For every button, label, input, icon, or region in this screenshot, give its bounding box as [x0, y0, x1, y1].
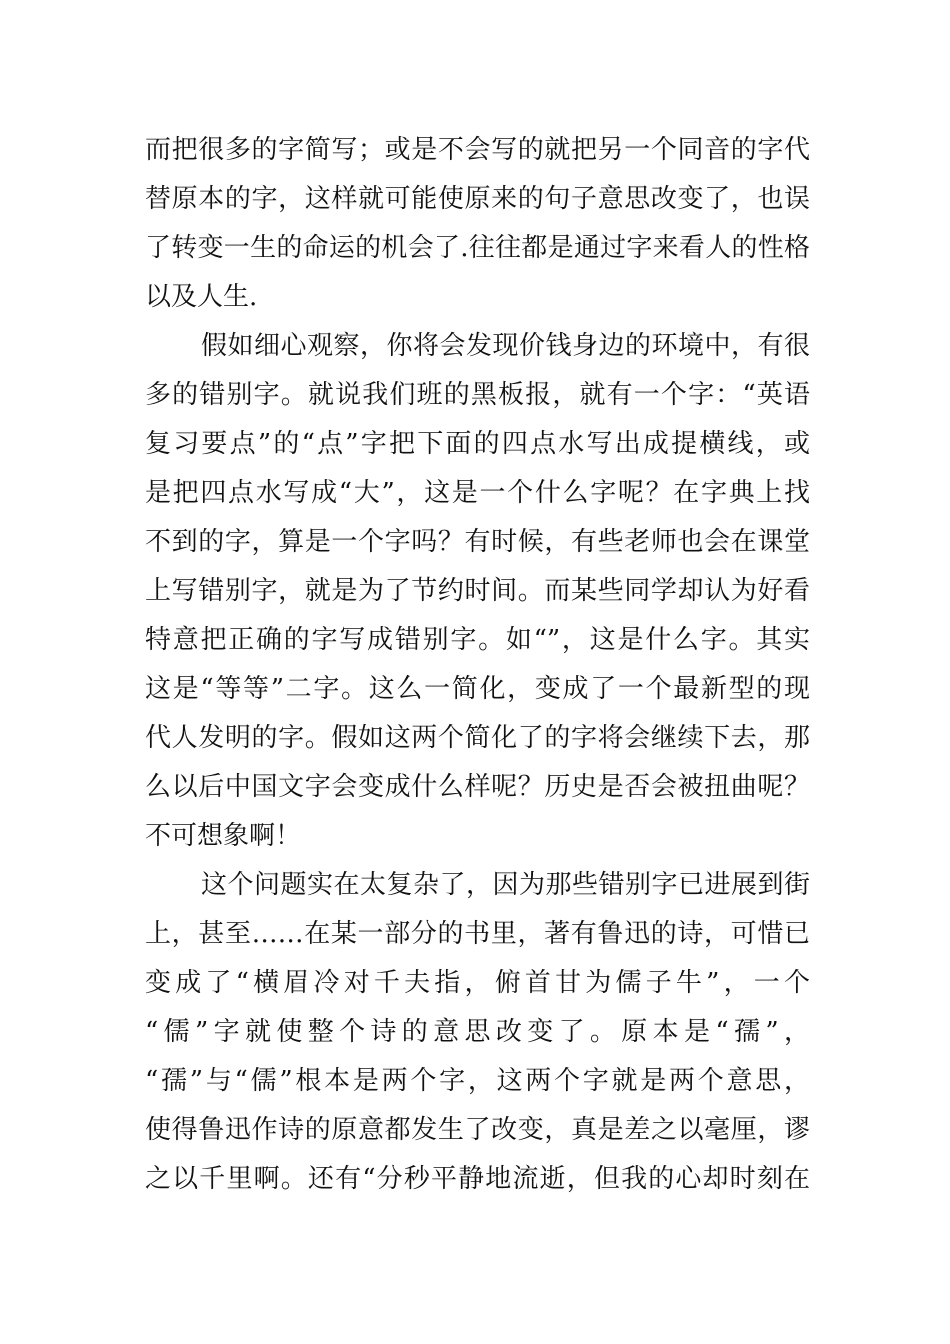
- text-line: 而把很多的字简写；或是不会写的就把另一个同音的字代: [145, 135, 810, 165]
- text-line: 么以后中国文字会变成什么样呢？历史是否会被扭曲呢？: [145, 772, 810, 802]
- text-line: 使得鲁迅作诗的原意都发生了改变，真是差之以毫厘，谬: [145, 1115, 810, 1145]
- text-line: 不到的字，算是一个字吗？有时候，有些老师也会在课堂: [145, 527, 810, 557]
- text-line: 上写错别字，就是为了节约时间。而某些同学却认为好看: [145, 576, 810, 606]
- text-line: 这是“等等”二字。这么一简化，变成了一个最新型的现: [145, 674, 810, 704]
- text-line: 多的错别字。就说我们班的黑板报，就有一个字：“英语: [145, 380, 810, 410]
- text-line: “孺”与“儒”根本是两个字，这两个字就是两个意思，: [145, 1066, 810, 1096]
- text-line: 不可想象啊！: [145, 821, 302, 851]
- text-line: 之以千里啊。还有“分秒平静地流逝，但我的心却时刻在: [145, 1164, 810, 1194]
- text-line: 特意把正确的字写成错别字。如“”，这是什么字。其实: [145, 625, 810, 655]
- text-line: 复习要点”的“点”字把下面的四点水写出成提横线，或: [145, 429, 810, 459]
- text-line: 以及人生.: [145, 282, 258, 312]
- text-line: 了转变一生的命运的机会了.往往都是通过字来看人的性格: [145, 233, 810, 263]
- text-line: 是把四点水写成“大”，这是一个什么字呢？在字典上找: [145, 478, 810, 508]
- paragraph-first-line: 这个问题实在太复杂了，因为那些错别字已进展到街: [201, 870, 810, 900]
- text-line: “儒”字就使整个诗的意思改变了。原本是“孺”，: [145, 1017, 810, 1047]
- body-text: [145, 126, 810, 1204]
- text-line: 变成了“横眉冷对千夫指，俯首甘为儒子牛”，一个: [145, 968, 810, 998]
- text-line: 上，甚至……在某一部分的书里，著有鲁迅的诗，可惜已: [145, 919, 810, 949]
- text-line: 替原本的字，这样就可能使原来的句子意思改变了，也误: [145, 184, 810, 214]
- text-line: 代人发明的字。假如这两个简化了的字将会继续下去，那: [145, 723, 810, 753]
- paragraph-first-line: 假如细心观察，你将会发现价钱身边的环境中，有很: [201, 331, 810, 361]
